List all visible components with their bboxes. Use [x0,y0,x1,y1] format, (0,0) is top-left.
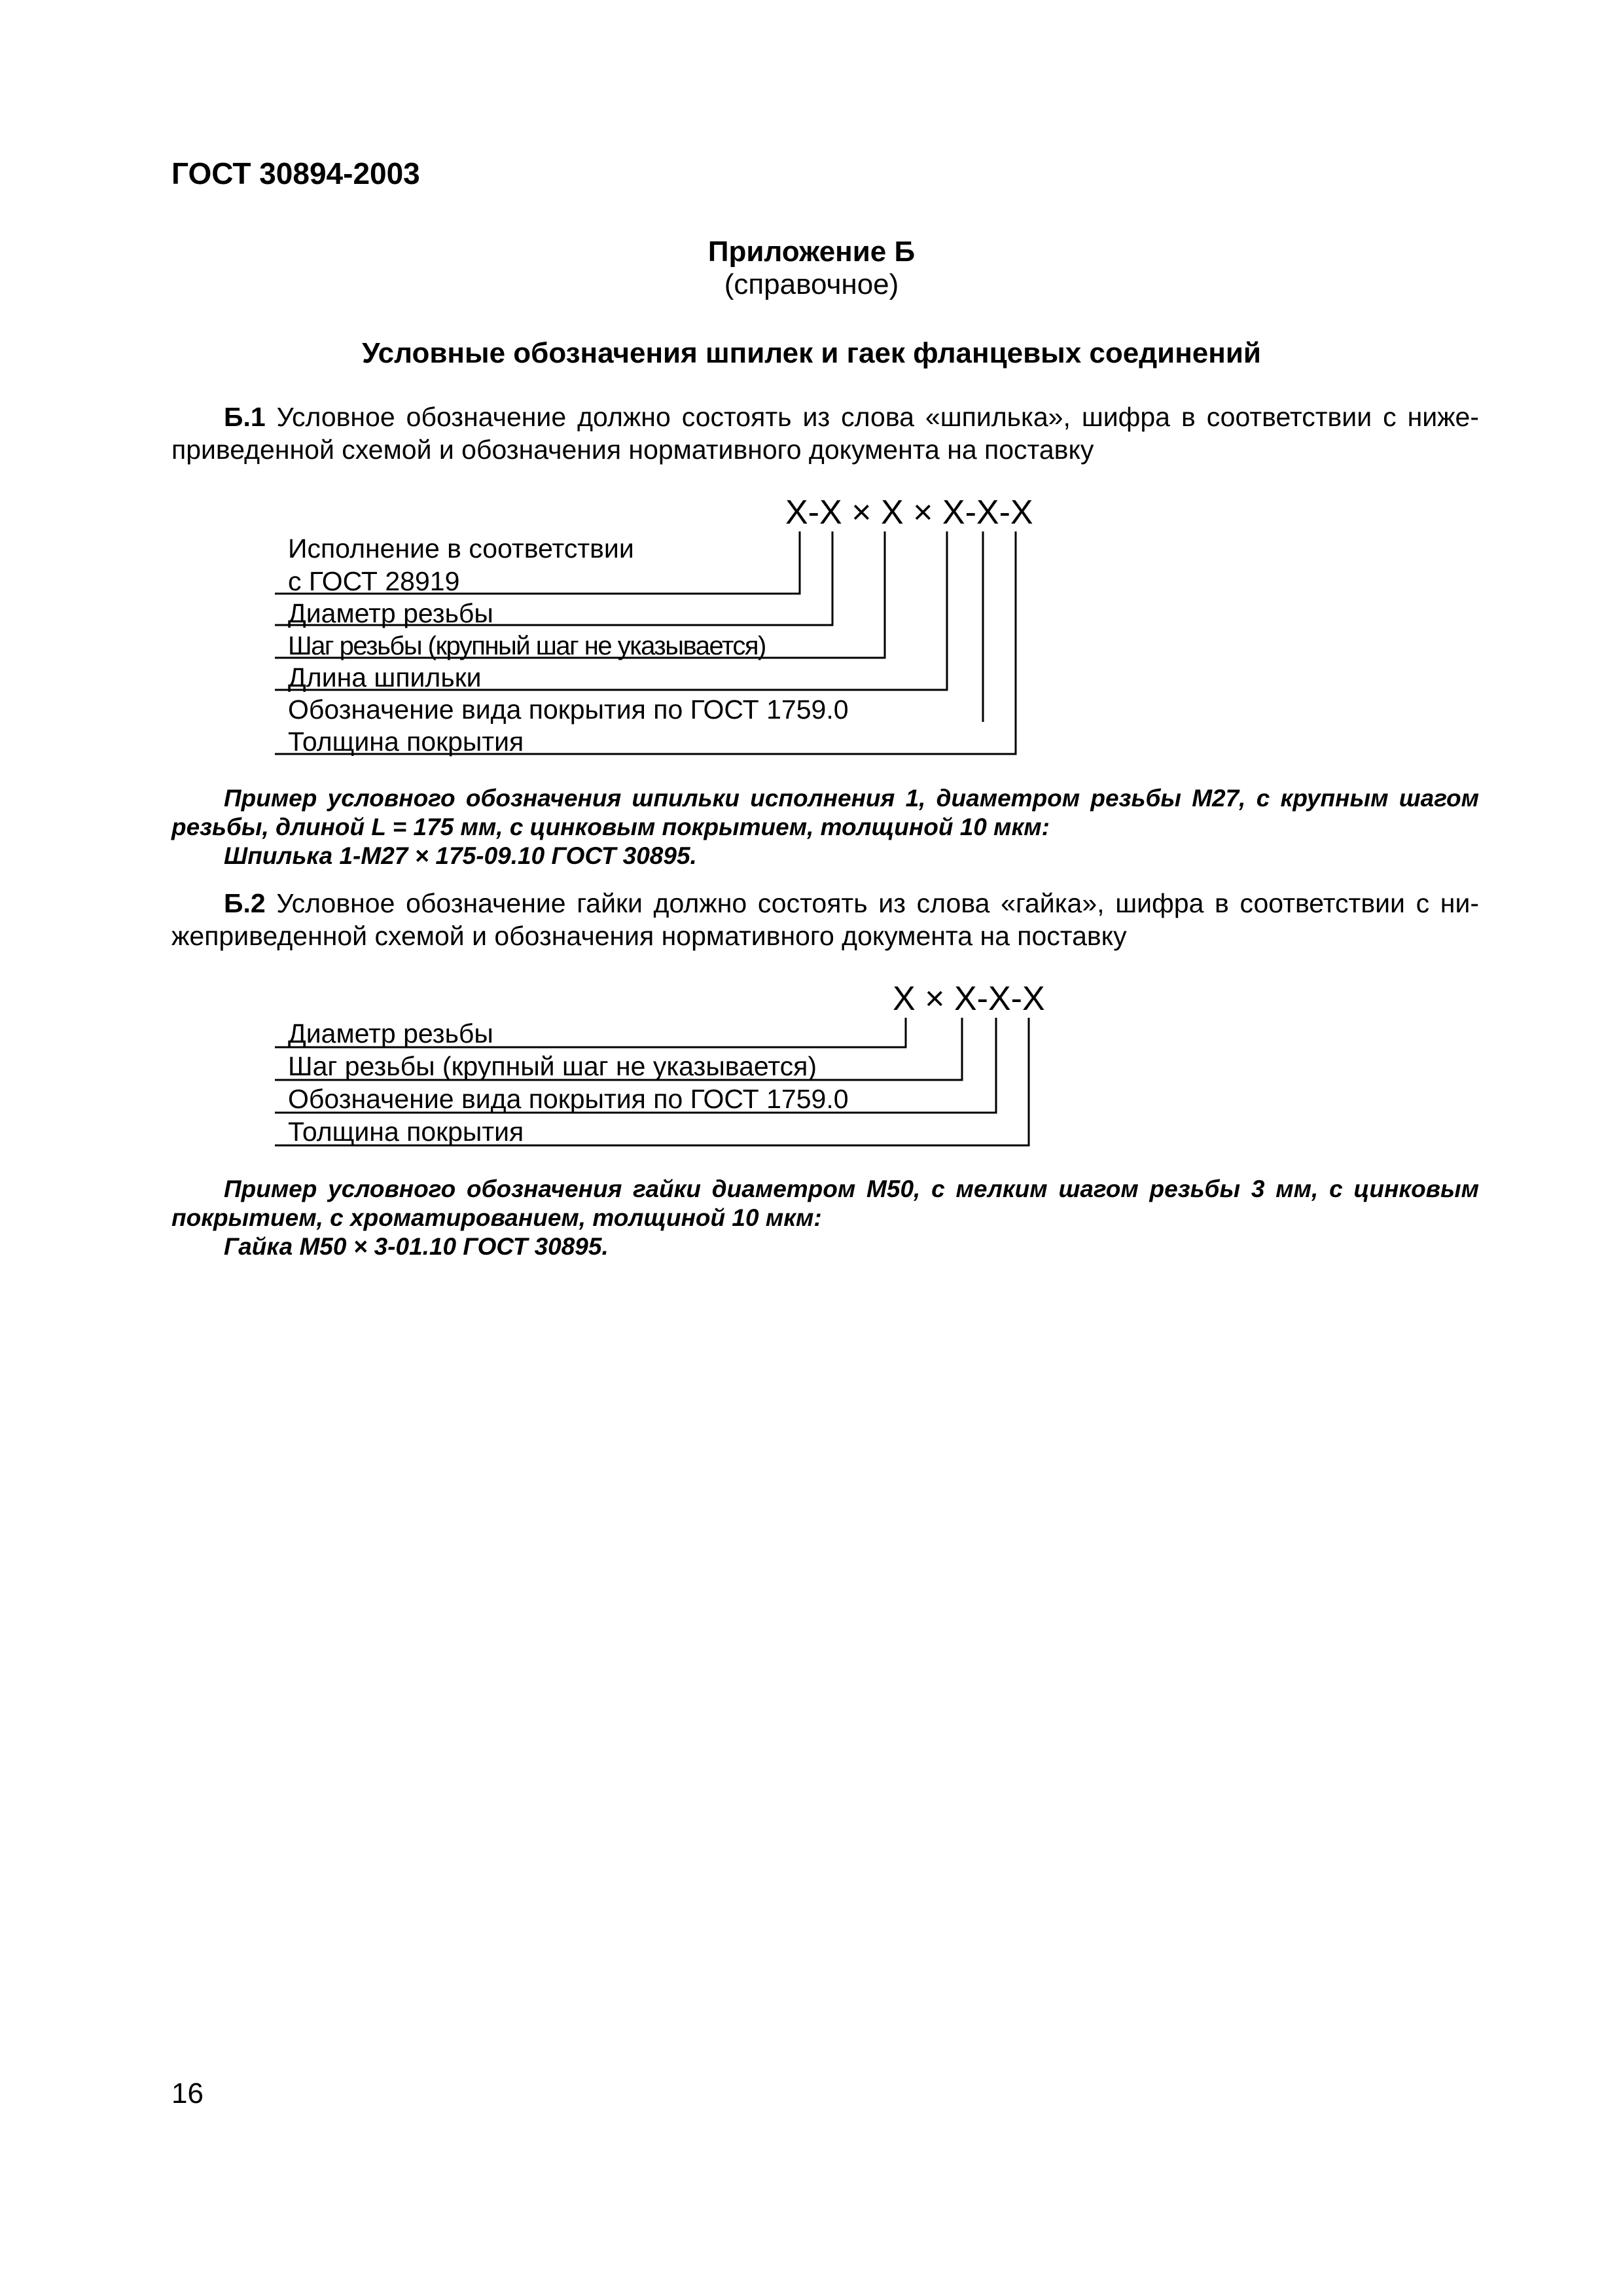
nut-label-coating: Обозначение вида покрытия по ГОСТ 1759.0 [288,1084,849,1114]
stud-label-diameter: Диаметр резьбы [288,598,493,628]
section-title: Условные обозначения шпилек и гаек фланцевых соединений [362,337,1261,369]
stud-example-value: Шпилька 1-М27 × 175-09.10 ГОСТ 30895. [224,842,697,869]
paragraph-b2-line1: Условное обозначение гайки должно состоять из слова «гайка», шифра в соответствии с ни- [265,888,1479,918]
nut-designation-scheme [275,980,1045,1147]
nut-label-thickness: Толщина покрытия [288,1117,524,1147]
paragraph-b2-line2: жеприведенной схемой и обозначения нормативного документа на поставку [171,921,1127,951]
nut-example-line2: покрытием, с хроматированием, толщиной 10 мкм: [171,1204,822,1231]
nut-label-diameter: Диаметр резьбы [288,1018,493,1049]
paragraph-b2-number: Б.2 [224,888,266,918]
document-code: ГОСТ 30894-2003 [171,156,420,190]
stud-code: X-X × X × X-X-X [785,493,1033,531]
nut-example [171,1175,1479,1261]
stud-example-line1: Пример условного обозначения шпильки исполнения 1, диаметром резьбы М27, с крупным шагом [224,785,1479,812]
paragraph-b1-number: Б.1 [224,402,266,432]
nut-label-pitch: Шаг резьбы (крупный шаг не указывается) [288,1051,817,1081]
paragraph-b1-line2: приведенной схемой и обозначения нормативного документа на поставку [171,435,1094,465]
paragraph-b2 [171,887,1479,952]
stud-label-execution-gost: с ГОСТ 28919 [288,566,460,596]
appendix-subtitle: (справочное) [724,268,899,300]
stud-label-thickness: Толщина покрытия [288,726,524,757]
stud-label-pitch: Шаг резьбы (крупный шаг не указывается) [288,632,766,660]
appendix-title: Приложение Б [707,236,916,268]
stud-designation-scheme [275,493,1033,757]
stud-example-line2: резьбы, длиной L = 175 мм, с цинковым покрытием, толщиной 10 мкм: [171,814,1050,840]
nut-code: X × X-X-X [893,980,1045,1018]
stud-label-coating: Обозначение вида покрытия по ГОСТ 1759.0 [288,694,849,725]
stud-example [171,784,1479,870]
stud-label-length: Длина шпильки [288,662,482,692]
stud-label-execution: Исполнение в соответствии [288,533,634,564]
nut-example-value: Гайка М50 × 3-01.10 ГОСТ 30895. [224,1233,609,1260]
paragraph-b1-line1: Условное обозначение должно состоять из слова «шпилька», шифра в соответствии с ниже- [265,402,1479,432]
page-number: 16 [171,2077,204,2109]
nut-example-line1: Пример условного обозначения гайки диаметром М50, с мелким шагом резьбы 3 мм, с цинковым [224,1175,1479,1202]
